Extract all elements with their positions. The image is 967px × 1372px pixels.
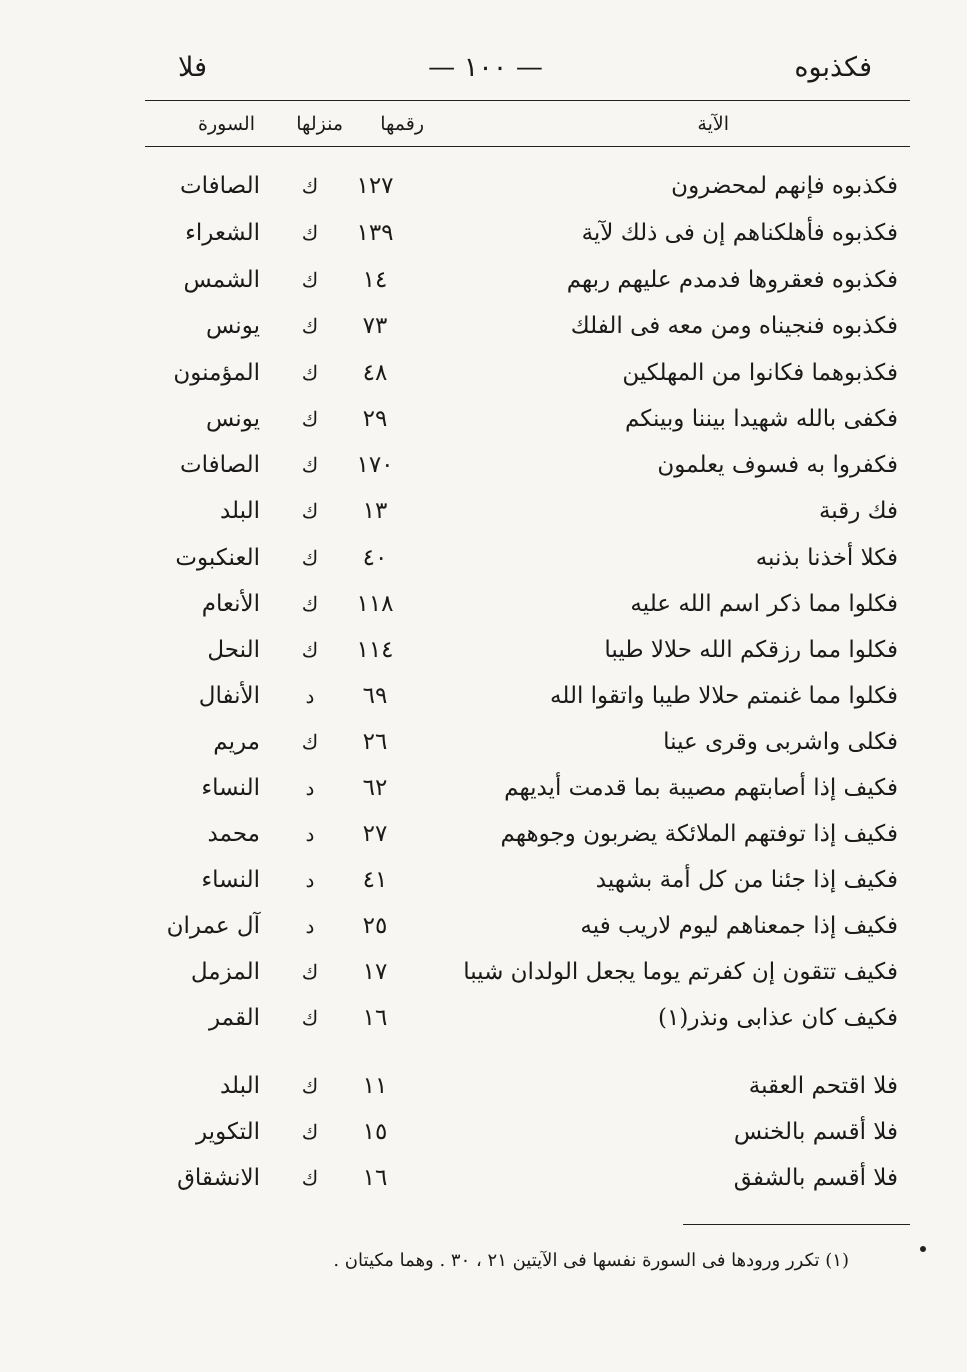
ayah-number: ٢٦ [362,729,388,755]
surah-name: التكوير [195,1119,260,1145]
surah-name: الشمس [183,267,260,293]
ayah-number: ٢٥ [362,913,388,939]
surah-name: القمر [208,1005,260,1031]
ayah-number: ٢٩ [362,406,388,432]
ayah-text: فكلى واشربى وقرى عينا [663,729,898,755]
ayah-number: ١٦ [362,1005,388,1031]
surah-name: المزمل [190,959,260,985]
surah-name: مريم [213,729,260,755]
surah-name: يونس [205,313,260,339]
column-header-number: رقمها [380,113,424,135]
header-rule [145,146,910,147]
margin-dot [920,1246,926,1252]
table-row [145,210,910,256]
table-row [145,396,910,442]
ayah-number: ١١ [362,1073,388,1099]
revelation-place: ك [301,730,319,754]
column-header-surah: السورة [198,113,255,135]
ayah-text: فكذبوه فإنهم لمحضرون [671,173,898,199]
surah-name: النساء [201,775,260,801]
ayah-text: فكيف إذا توفتهم الملائكة يضربون وجوههم [500,821,898,847]
ayah-number: ١٣ [362,498,388,524]
surah-name: الانشقاق [177,1165,260,1191]
ayah-text: فكذبوه فنجيناه ومن معه فى الفلك [570,313,898,339]
table-row [145,581,910,627]
ayah-number: ١٦ [362,1165,388,1191]
table-row [145,1155,910,1201]
revelation-place: د [305,914,315,938]
ayah-text: فكيف إذا جئنا من كل أمة بشهيد [595,867,898,893]
ayah-number: ١٢٧ [356,173,394,199]
table-row [145,1109,910,1155]
column-header-place: منزلها [296,113,343,135]
ayah-text: فلا أقسم بالخنس [733,1119,898,1145]
ayah-number: ٦٩ [362,683,388,709]
revelation-place: ك [301,221,319,245]
revelation-place: د [305,868,315,892]
revelation-place: ك [301,499,319,523]
table-row [145,257,910,303]
revelation-place: ك [301,407,319,431]
header-right-word: فكذبوه [794,52,872,83]
ayah-number: ٦٢ [362,775,388,801]
surah-name: الصافات [179,452,260,478]
revelation-place: ك [301,1006,319,1030]
table-row [145,442,910,488]
surah-name: الصافات [179,173,260,199]
ayah-text: فكيف تتقون إن كفرتم يوما يجعل الولدان شيبا [463,959,898,985]
surah-name: يونس [205,406,260,432]
page-number: — ١٠٠ — [428,52,543,83]
surah-name: الأنعام [201,591,260,617]
table-row [145,627,910,673]
surah-name: محمد [207,821,260,847]
ayah-number: ٤٠ [362,545,388,571]
ayah-number: ٤٨ [362,360,388,386]
table-row [145,765,910,811]
ayah-text: فكذبوهما فكانوا من المهلكين [622,360,898,386]
surah-name: الشعراء [185,220,260,246]
table-row [145,949,910,995]
surah-name: العنكبوت [175,545,260,571]
table-row [145,719,910,765]
ayah-number: ١١٨ [356,591,394,617]
ayah-number: ١٤ [362,267,388,293]
ayah-text: فكلوا مما رزقكم الله حلالا طيبا [604,637,898,663]
footnote-rule [683,1224,910,1225]
ayah-text: فكفى بالله شهيدا بيننا وبينكم [624,406,898,432]
ayah-text: فكذبوه فأهلكناهم إن فى ذلك لآية [581,220,898,246]
revelation-place: د [305,684,315,708]
ayah-text: فلا اقتحم العقبة [748,1073,898,1099]
table-row [145,488,910,534]
surah-name: الأنفال [198,683,260,709]
ayah-number: ١٥ [362,1119,388,1145]
ayah-number: ١٧ [362,959,388,985]
ayah-number: ١٣٩ [356,220,394,246]
ayah-text: فكيف إذا أصابتهم مصيبة بما قدمت أيديهم [504,775,898,801]
revelation-place: ك [301,268,319,292]
ayah-number: ١٧٠ [356,452,394,478]
table-row [145,350,910,396]
top-rule [145,100,910,101]
table-row [145,163,910,209]
revelation-place: ك [301,638,319,662]
ayah-text: فكلوا مما غنمتم حلالا طيبا واتقوا الله [550,683,898,709]
table-row [145,1063,910,1109]
revelation-place: ك [301,1074,319,1098]
revelation-place: ك [301,1166,319,1190]
ayah-text: فكذبوه فعقروها فدمدم عليهم ربهم [566,267,898,293]
surah-name: النحل [207,637,260,663]
ayah-number: ١١٤ [356,637,394,663]
ayah-number: ٧٣ [362,313,388,339]
table-row [145,673,910,719]
surah-name: النساء [201,867,260,893]
header-left-word: فلا [178,52,208,83]
ayah-text: فكلا أخذنا بذنبه [755,545,898,571]
table-row [145,903,910,949]
ayah-number: ٤١ [362,867,388,893]
surah-name: آل عمران [166,913,260,939]
ayah-text: فكفروا به فسوف يعلمون [657,452,898,478]
table-row [145,857,910,903]
ayah-text: فكلوا مما ذكر اسم الله عليه [630,591,898,617]
surah-name: البلد [219,498,260,524]
ayah-number: ٢٧ [362,821,388,847]
table-row [145,303,910,349]
revelation-place: ك [301,361,319,385]
revelation-place: ك [301,174,319,198]
revelation-place: ك [301,314,319,338]
ayah-text: فكيف إذا جمعناهم ليوم لاريب فيه [580,913,898,939]
surah-name: البلد [219,1073,260,1099]
revelation-place: د [305,822,315,846]
table-row [145,811,910,857]
table-row [145,535,910,581]
revelation-place: ك [301,453,319,477]
ayah-text: فك رقبة [818,498,898,524]
column-header-ayah: الآية [697,113,729,135]
revelation-place: ك [301,1120,319,1144]
revelation-place: ك [301,960,319,984]
revelation-place: ك [301,546,319,570]
surah-name: المؤمنون [173,360,260,386]
revelation-place: ك [301,592,319,616]
table-row [145,995,910,1041]
ayah-text: فلا أقسم بالشفق [733,1165,898,1191]
footnote: (١) تكرر ورودها فى السورة نفسها فى الآيتين ٢١ ، ٣٠ . وهما مكيتان . [333,1250,849,1271]
ayah-text: فكيف كان عذابى ونذر(١) [658,1005,898,1031]
revelation-place: د [305,776,315,800]
